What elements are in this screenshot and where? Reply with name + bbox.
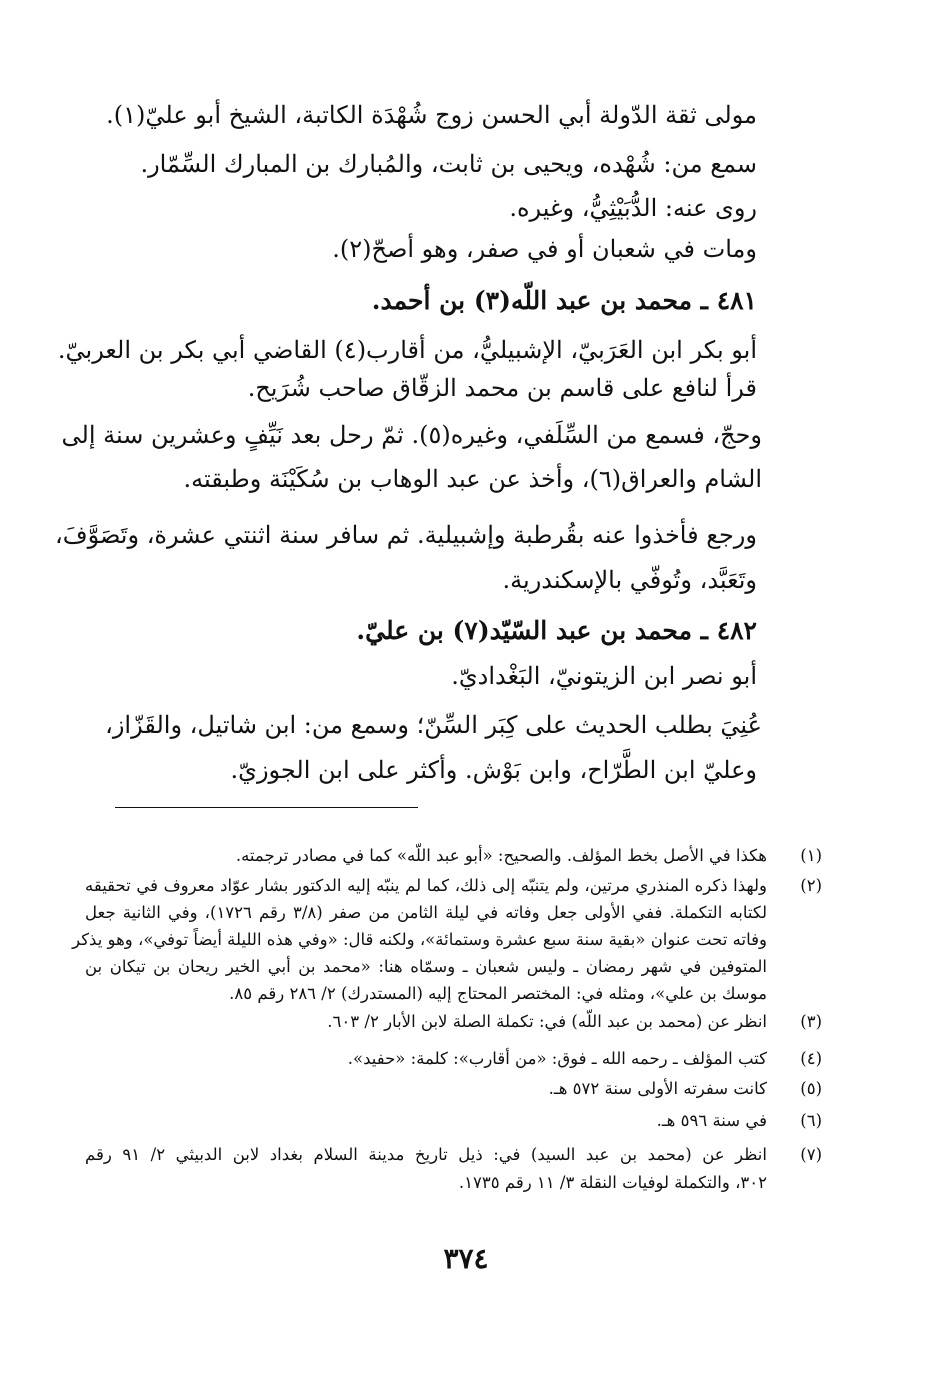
page-number: ٣٧٤ (443, 1242, 489, 1275)
footnote-separator (115, 807, 418, 808)
footnote-line: انظر عن (محمد بن عبد اللّه) في: تكملة الصلة لابن الأبار ٢/ ٦٠٣. (327, 1012, 767, 1031)
body-line-2: سمع من: شُهْده، ويحيى بن ثابت، والمُبارك بن المبارك السِّمّار. (140, 150, 757, 178)
footnote-line: لكتابه التكملة. ففي الأولى جعل وفاته في ليلة الثامن من صفر (٣/٨ رقم ١٧٢٦)، وفي الثانية جعل (85, 903, 767, 922)
body-line-13: أبو نصر ابن الزيتونيّ، البَغْداديّ. (451, 662, 757, 690)
footnote-line: انظر عن (محمد بن عبد السيد) في: ذيل تاريخ مدينة السلام بغداد لابن الدبيثي ٢/ ٩١ رقم (85, 1145, 767, 1164)
body-line-6: أبو بكر ابن العَرَبيّ، الإشبيليُّ، من أقارب(٤) القاضي أبي بكر بن العربيّ. (57, 336, 757, 364)
footnote-number: (٢) (800, 876, 822, 895)
footnote-line: وفاته تحت عنوان «بقية سنة سبع عشرة وستمائة»، ولكنه قال: «وفي هذه الليلة أيضاً توفي»، وهو يذكر (72, 930, 767, 949)
footnote-line: ولهذا ذكره المنذري مرتين، ولم يتنبّه إلى ذلك، كما لم ينبّه إليه الدكتور بشار عوّاد معروف في تحقيقه (85, 876, 767, 895)
body-line-4: ومات في شعبان أو في صفر، وهو أصحّ(٢). (332, 235, 757, 263)
footnote-number: (١) (800, 846, 822, 865)
entry-481-heading: ٤٨١ ـ محمد بن عبد اللّه(٣) بن أحمد. (371, 286, 757, 315)
footnote-number: (٧) (800, 1145, 822, 1164)
footnote-line: موسك بن علي»، ومثله في: المختصر المحتاج إليه (المستدرك) ٢/ ٢٨٦ رقم ٨٥. (229, 984, 767, 1003)
entry-482-heading: ٤٨٢ ـ محمد بن عبد السّيّد(٧) بن عليّ. (356, 616, 757, 645)
footnote-line: كتب المؤلف ـ رحمه الله ـ فوق: «من أقارب»: كلمة: «حفيد». (347, 1049, 767, 1068)
footnote-line: كانت سفرته الأولى سنة ٥٧٢ هـ. (548, 1079, 767, 1098)
body-line-1: مولى ثقة الدّولة أبي الحسن زوج شُهْدَة الكاتبة، الشيخ أبو عليّ(١). (106, 101, 757, 129)
body-line-3: روى عنه: الدُّبَيْثِيُّ، وغيره. (509, 194, 757, 222)
footnote-number: (٥) (800, 1079, 822, 1098)
body-line-14: عُنِيَ بطلب الحديث على كِبَر السِّنّ؛ وسمع من: ابن شاتيل، والقَزّاز، (105, 711, 762, 739)
footnote-line: هكذا في الأصل بخط المؤلف. والصحيح: «أبو عبد اللّه» كما في مصادر ترجمته. (235, 846, 767, 865)
body-line-15: وعليّ ابن الطَّرّاح، وابن بَوْش. وأكثر على ابن الجوزيّ. (230, 756, 757, 784)
body-line-11: وتَعَبَّد، وتُوفّي بالإسكندرية. (502, 566, 757, 594)
footnote-number: (٤) (800, 1049, 822, 1068)
footnote-number: (٦) (800, 1111, 822, 1130)
body-line-9: الشام والعراق(٦)، وأخذ عن عبد الوهاب بن سُكَيْنَة وطبقته. (183, 465, 762, 493)
footnote-line: ٣٠٢، والتكملة لوفيات النقلة ٣/ ١١ رقم ١٧٣٥. (458, 1173, 767, 1192)
body-line-8: وحجّ، فسمع من السِّلَفي، وغيره(٥). ثمّ رحل بعد نَيِّفٍ وعشرين سنة إلى (61, 421, 762, 449)
footnote-number: (٣) (800, 1012, 822, 1031)
footnote-line: في سنة ٥٩٦ هـ. (656, 1111, 767, 1130)
body-line-10: ورجع فأخذوا عنه بقُرطبة وإشبيلية. ثم سافر سنة اثنتي عشرة، وتَصَوَّفَ، (54, 521, 757, 549)
body-line-7: قرأ لنافع على قاسم بن محمد الزقّاق صاحب شُرَيح. (247, 374, 757, 402)
footnote-line: المتوفين في شهر رمضان ـ وليس شعبان ـ وسمّاه هنا: «محمد بن أبي الخير ريحان بن تيكان بن (85, 957, 767, 976)
